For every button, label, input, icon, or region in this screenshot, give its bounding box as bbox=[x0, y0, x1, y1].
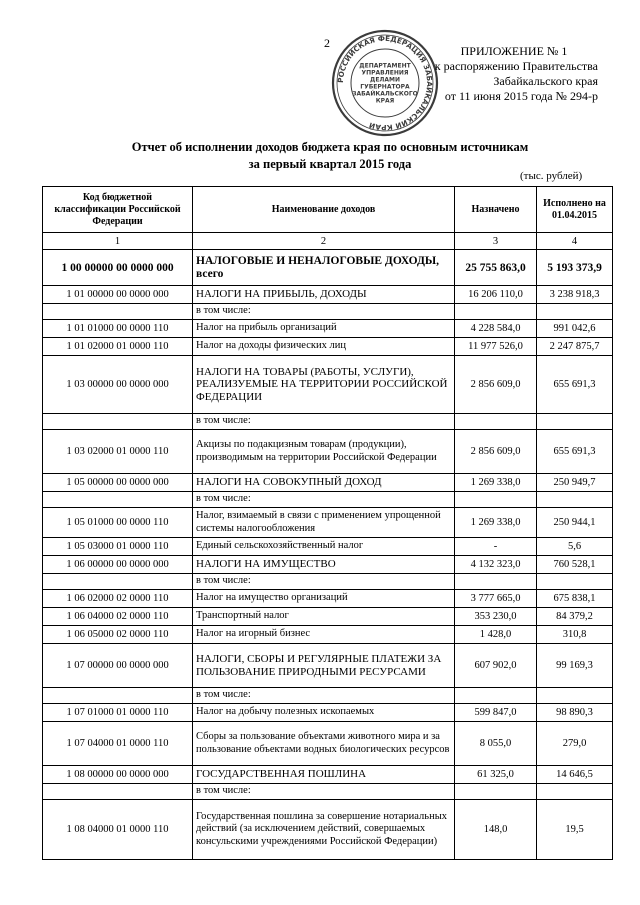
header-executed: Исполнено на 01.04.2015 bbox=[537, 187, 613, 233]
executed-cell bbox=[537, 492, 613, 508]
planned-cell bbox=[455, 688, 537, 704]
planned-cell: 1 269 338,0 bbox=[455, 474, 537, 492]
code-cell: 1 08 00000 00 0000 000 bbox=[43, 766, 193, 784]
header-code: Код бюджетной классификации Российской Федерации bbox=[43, 187, 193, 233]
executed-cell: 760 528,1 bbox=[537, 556, 613, 574]
stamp-ring-text: РОССИЙСКАЯ ФЕДЕРАЦИЯ ЗАБАЙКАЛЬСКИЙ КРАЙ bbox=[335, 33, 435, 133]
executed-cell: 655 691,3 bbox=[537, 430, 613, 474]
name-cell: Налог на имущество организаций bbox=[193, 590, 455, 608]
code-cell: 1 06 05000 02 0000 110 bbox=[43, 626, 193, 644]
table-row bbox=[43, 766, 613, 784]
planned-cell bbox=[455, 784, 537, 800]
header-name: Наименование доходов bbox=[193, 187, 455, 233]
planned-cell: 1 428,0 bbox=[455, 626, 537, 644]
table-row bbox=[43, 556, 613, 574]
stamp-center-line: УПРАВЛЕНИЯ bbox=[361, 69, 409, 77]
name-cell: Единый сельскохозяйственный налог bbox=[193, 538, 455, 556]
column-number: 1 bbox=[43, 233, 193, 250]
executed-cell: 84 379,2 bbox=[537, 608, 613, 626]
name-cell: в том числе: bbox=[193, 574, 455, 590]
executed-cell: 310,8 bbox=[537, 626, 613, 644]
planned-cell: 148,0 bbox=[455, 800, 537, 860]
report-title bbox=[60, 139, 600, 173]
code-cell: 1 07 01000 01 0000 110 bbox=[43, 704, 193, 722]
executed-cell: 5,6 bbox=[537, 538, 613, 556]
executed-cell: 991 042,6 bbox=[537, 320, 613, 338]
table-row bbox=[43, 320, 613, 338]
code-cell: 1 07 00000 00 0000 000 bbox=[43, 644, 193, 688]
code-cell: 1 06 02000 02 0000 110 bbox=[43, 590, 193, 608]
planned-cell: 16 206 110,0 bbox=[455, 286, 537, 304]
header-planned: Назначено bbox=[455, 187, 537, 233]
code-cell bbox=[43, 492, 193, 508]
planned-cell: 599 847,0 bbox=[455, 704, 537, 722]
executed-cell: 14 646,5 bbox=[537, 766, 613, 784]
appendix-date: от 11 июня 2015 года № 294-р bbox=[444, 89, 598, 103]
table-row bbox=[43, 590, 613, 608]
name-cell: НАЛОГИ НА ТОВАРЫ (РАБОТЫ, УСЛУГИ), РЕАЛИЗУЕМЫЕ НА ТЕРРИТОРИИ РОССИЙСКОЙ ФЕДЕРАЦИИ bbox=[193, 356, 455, 414]
header-row bbox=[43, 187, 613, 233]
table-row bbox=[43, 608, 613, 626]
code-cell: 1 01 00000 00 0000 000 bbox=[43, 286, 193, 304]
code-cell: 1 05 03000 01 0000 110 bbox=[43, 538, 193, 556]
code-cell: 1 06 00000 00 0000 000 bbox=[43, 556, 193, 574]
executed-cell: 99 169,3 bbox=[537, 644, 613, 688]
planned-cell: 2 856 609,0 bbox=[455, 356, 537, 414]
appendix-title: ПРИЛОЖЕНИЕ № 1 bbox=[460, 44, 568, 58]
executed-cell bbox=[537, 784, 613, 800]
code-cell: 1 07 04000 01 0000 110 bbox=[43, 722, 193, 766]
table-row bbox=[43, 784, 613, 800]
report-title-line1: Отчет об исполнении доходов бюджета края по основным источникам bbox=[131, 140, 529, 154]
code-cell: 1 05 00000 00 0000 000 bbox=[43, 474, 193, 492]
name-cell: НАЛОГОВЫЕ И НЕНАЛОГОВЫЕ ДОХОДЫ, всего bbox=[193, 250, 455, 286]
planned-cell: 4 228 584,0 bbox=[455, 320, 537, 338]
name-cell: в том числе: bbox=[193, 304, 455, 320]
code-cell bbox=[43, 784, 193, 800]
table-row bbox=[43, 722, 613, 766]
stamp-center-line: ДЕПАРТАМЕНТ bbox=[359, 62, 411, 70]
stamp-center-line: ГУБЕРНАТОРА bbox=[360, 83, 410, 91]
executed-cell: 655 691,3 bbox=[537, 356, 613, 414]
table-row bbox=[43, 704, 613, 722]
table-row bbox=[43, 492, 613, 508]
table-row bbox=[43, 626, 613, 644]
code-cell: 1 03 00000 00 0000 000 bbox=[43, 356, 193, 414]
column-number-row bbox=[43, 233, 613, 250]
planned-cell: 2 856 609,0 bbox=[455, 430, 537, 474]
code-cell: 1 06 04000 02 0000 110 bbox=[43, 608, 193, 626]
name-cell: в том числе: bbox=[193, 492, 455, 508]
planned-cell: 3 777 665,0 bbox=[455, 590, 537, 608]
planned-cell bbox=[455, 492, 537, 508]
name-cell: НАЛОГИ, СБОРЫ И РЕГУЛЯРНЫЕ ПЛАТЕЖИ ЗА ПОЛЬЗОВАНИЕ ПРИРОДНЫМИ РЕСУРСАМИ bbox=[193, 644, 455, 688]
planned-cell: 1 269 338,0 bbox=[455, 508, 537, 538]
appendix-region: Забайкальского края bbox=[493, 74, 598, 88]
executed-cell: 250 944,1 bbox=[537, 508, 613, 538]
name-cell: Налог на доходы физических лиц bbox=[193, 338, 455, 356]
code-cell bbox=[43, 304, 193, 320]
code-cell: 1 05 01000 00 0000 110 bbox=[43, 508, 193, 538]
name-cell: ГОСУДАРСТВЕННАЯ ПОШЛИНА bbox=[193, 766, 455, 784]
table-row bbox=[43, 250, 613, 286]
table-row bbox=[43, 574, 613, 590]
name-cell: НАЛОГИ НА ПРИБЫЛЬ, ДОХОДЫ bbox=[193, 286, 455, 304]
name-cell: Налог, взимаемый в связи с применением упрощенной системы налогообложения bbox=[193, 508, 455, 538]
table-row bbox=[43, 414, 613, 430]
table-row bbox=[43, 800, 613, 860]
executed-cell bbox=[537, 304, 613, 320]
executed-cell: 98 890,3 bbox=[537, 704, 613, 722]
planned-cell: 353 230,0 bbox=[455, 608, 537, 626]
planned-cell: 4 132 323,0 bbox=[455, 556, 537, 574]
code-cell: 1 01 01000 00 0000 110 bbox=[43, 320, 193, 338]
name-cell: Государственная пошлина за совершение нотариальных действий (за исключением действий, совершаемых консульскими учреждениями Российской Федерации) bbox=[193, 800, 455, 860]
column-number: 2 bbox=[193, 233, 455, 250]
name-cell: Налог на прибыль организаций bbox=[193, 320, 455, 338]
table-row bbox=[43, 644, 613, 688]
name-cell: Сборы за пользование объектами животного мира и за пользование объектами водных биологических ресурсов bbox=[193, 722, 455, 766]
executed-cell: 250 949,7 bbox=[537, 474, 613, 492]
units-label: (тыс. рублей) bbox=[520, 170, 583, 182]
table-row bbox=[43, 538, 613, 556]
report-title-line2: за первый квартал 2015 года bbox=[248, 157, 412, 171]
executed-cell: 279,0 bbox=[537, 722, 613, 766]
table-row bbox=[43, 430, 613, 474]
name-cell: в том числе: bbox=[193, 784, 455, 800]
table-row bbox=[43, 338, 613, 356]
planned-cell: 61 325,0 bbox=[455, 766, 537, 784]
name-cell: Налог на игорный бизнес bbox=[193, 626, 455, 644]
planned-cell: 607 902,0 bbox=[455, 644, 537, 688]
revenue-report-table bbox=[42, 186, 613, 860]
name-cell: НАЛОГИ НА ИМУЩЕСТВО bbox=[193, 556, 455, 574]
code-cell: 1 01 02000 01 0000 110 bbox=[43, 338, 193, 356]
name-cell: в том числе: bbox=[193, 414, 455, 430]
executed-cell bbox=[537, 688, 613, 704]
planned-cell: 25 755 863,0 bbox=[455, 250, 537, 286]
table-row bbox=[43, 508, 613, 538]
page-number: 2 bbox=[324, 36, 330, 50]
executed-cell: 5 193 373,9 bbox=[537, 250, 613, 286]
stamp-center-line: КРАЯ bbox=[375, 97, 395, 105]
code-cell bbox=[43, 574, 193, 590]
table-row bbox=[43, 356, 613, 414]
appendix-decree: к распоряжению Правительства bbox=[434, 59, 598, 73]
name-cell: Налог на добычу полезных ископаемых bbox=[193, 704, 455, 722]
table-row bbox=[43, 688, 613, 704]
appendix-block bbox=[424, 44, 604, 104]
executed-cell: 3 238 918,3 bbox=[537, 286, 613, 304]
code-cell: 1 08 04000 01 0000 110 bbox=[43, 800, 193, 860]
table-row bbox=[43, 474, 613, 492]
planned-cell bbox=[455, 414, 537, 430]
executed-cell: 675 838,1 bbox=[537, 590, 613, 608]
stamp-center-line: ЗАБАЙКАЛЬСКОГО bbox=[352, 90, 418, 98]
planned-cell bbox=[455, 304, 537, 320]
name-cell: в том числе: bbox=[193, 688, 455, 704]
executed-cell bbox=[537, 414, 613, 430]
name-cell: Акцизы по подакцизным товарам (продукции), производимым на территории Российской Федерации bbox=[193, 430, 455, 474]
column-number: 3 bbox=[455, 233, 537, 250]
code-cell: 1 03 02000 01 0000 110 bbox=[43, 430, 193, 474]
code-cell bbox=[43, 688, 193, 704]
executed-cell: 19,5 bbox=[537, 800, 613, 860]
planned-cell: 11 977 526,0 bbox=[455, 338, 537, 356]
name-cell: Транспортный налог bbox=[193, 608, 455, 626]
code-cell: 1 00 00000 00 0000 000 bbox=[43, 250, 193, 286]
executed-cell bbox=[537, 574, 613, 590]
name-cell: НАЛОГИ НА СОВОКУПНЫЙ ДОХОД bbox=[193, 474, 455, 492]
table-row bbox=[43, 286, 613, 304]
planned-cell bbox=[455, 574, 537, 590]
executed-cell: 2 247 875,7 bbox=[537, 338, 613, 356]
planned-cell: - bbox=[455, 538, 537, 556]
code-cell bbox=[43, 414, 193, 430]
table-row bbox=[43, 304, 613, 320]
planned-cell: 8 055,0 bbox=[455, 722, 537, 766]
column-number: 4 bbox=[537, 233, 613, 250]
stamp-center-line: ДЕЛАМИ bbox=[369, 76, 401, 84]
